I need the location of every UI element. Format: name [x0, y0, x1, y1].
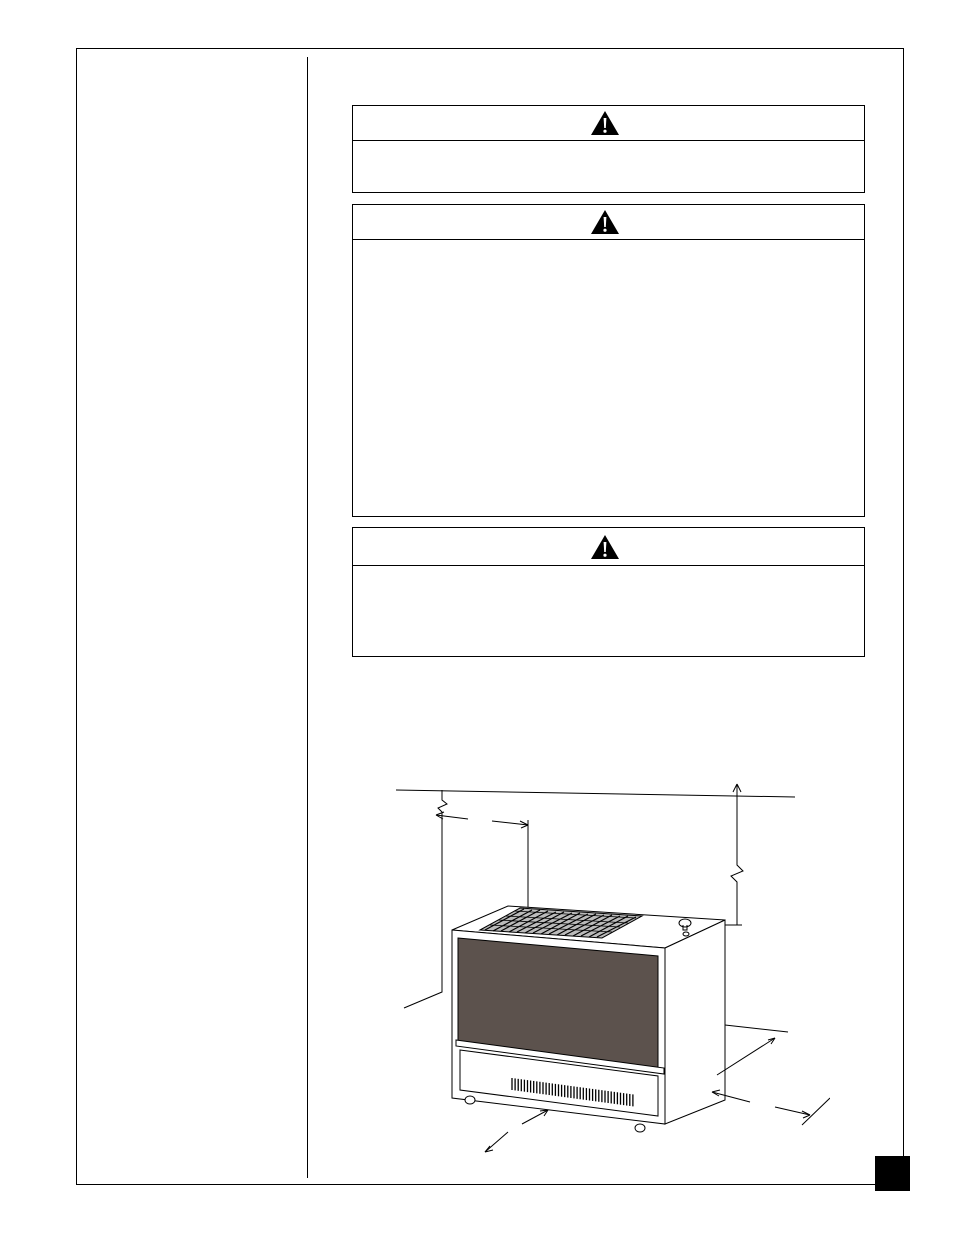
warning-box-1 [352, 105, 865, 193]
warning-box-3 [352, 527, 865, 657]
warning-triangle-icon [590, 534, 620, 560]
warning-triangle-icon [590, 209, 620, 235]
side-wall-line [404, 790, 447, 1008]
warning-header [353, 205, 864, 240]
page-number-tab [875, 1156, 910, 1191]
foot [465, 1096, 475, 1104]
floor-clearance-dimension [712, 1025, 830, 1125]
heater-clearance-diagram [390, 770, 830, 1160]
warning-header [353, 528, 864, 566]
foot [635, 1124, 645, 1132]
column-divider [307, 57, 308, 1178]
front-clearance-dimension [485, 1110, 548, 1152]
warning-text [353, 240, 864, 256]
heater-cabinet [452, 906, 725, 1132]
warning-triangle-icon [590, 110, 620, 136]
ceiling-clearance-dimension [725, 784, 743, 925]
warning-text [353, 141, 864, 157]
warning-header [353, 106, 864, 141]
warning-box-2 [352, 204, 865, 517]
warning-text [353, 566, 864, 582]
side-clearance-dimension [436, 812, 528, 828]
ceiling-line [396, 790, 795, 797]
